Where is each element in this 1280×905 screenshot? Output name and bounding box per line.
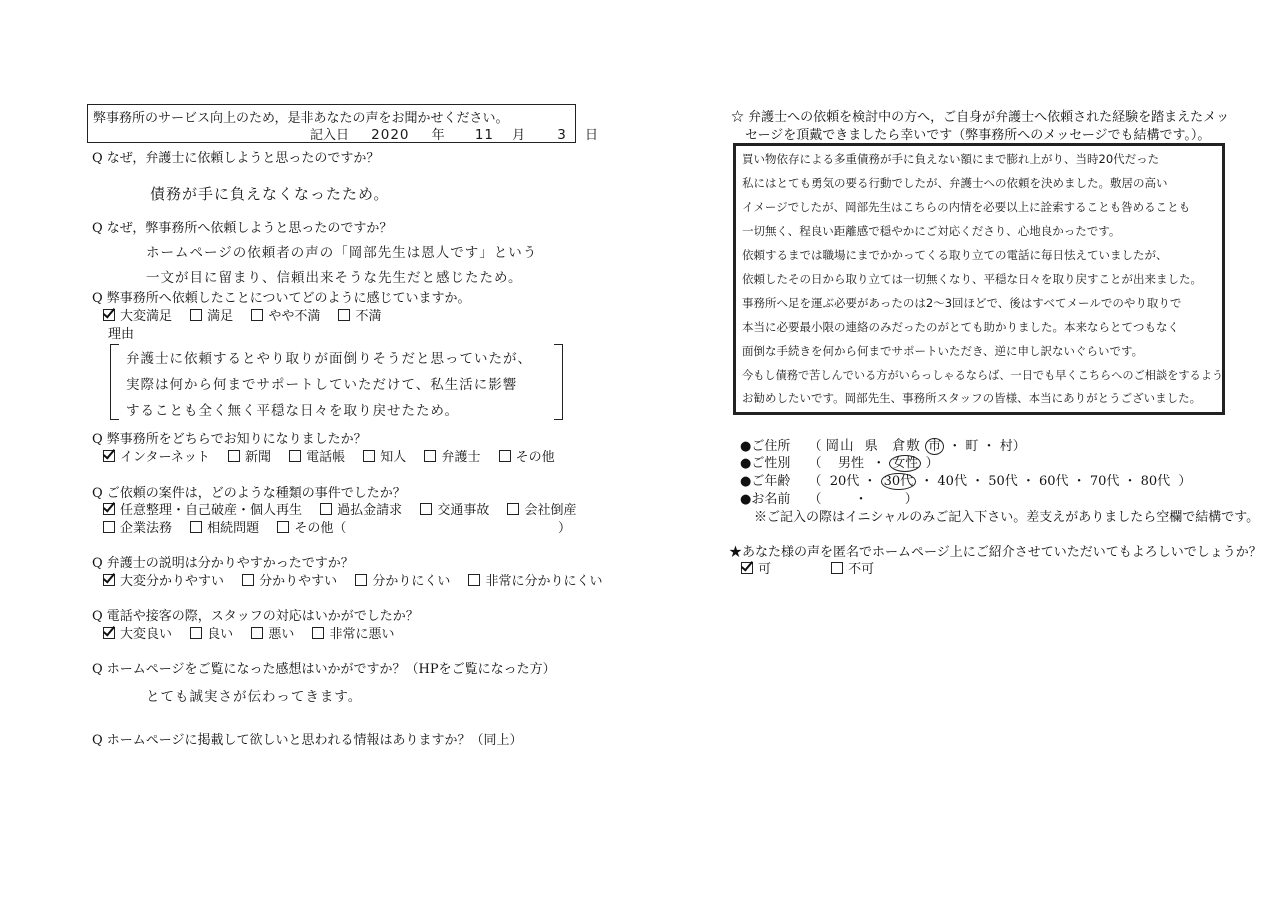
q7-question: Q 電話や接客の際，スタッフの対応はいかがでしたか？ (92, 609, 419, 624)
q7-checkbox-4[interactable] (312, 627, 324, 639)
address-dot-2: ・ (982, 439, 996, 454)
q3-checkbox-2[interactable] (190, 309, 202, 321)
q1-question: Q なぜ，弁護士に依頼しようと思ったのですか？ (92, 151, 380, 166)
age-open: （ 20代 ・ (808, 474, 877, 489)
q4-option-label: 知人 (380, 450, 407, 465)
q4-checkbox-5[interactable] (424, 450, 436, 462)
q6-option-label: 分かりにくい (372, 574, 451, 589)
message-line-5: 依頼するまでは職場にまでかかってくる取り立ての電話に毎日怯えていましたが、 (742, 248, 1168, 262)
q7-option-label: 大変良い (120, 627, 173, 642)
q4-checkbox-1[interactable] (103, 450, 115, 462)
q5-option-label: 企業法務 (120, 521, 173, 536)
message-line-8: 本当に必要最小限の連絡のみだったのがとても助かりました。本来ならとてつもなく (742, 320, 1179, 334)
q4-option-label: インターネット (120, 450, 210, 465)
q5-options-row-1 (103, 499, 590, 518)
q4-question: Q 弊事務所をどちらでお知りになりましたか？ (92, 432, 367, 447)
q6-option-label: 非常に分かりにくい (485, 574, 603, 589)
q6-checkbox-3[interactable] (355, 574, 367, 586)
message-line-6: 依頼したその日から取り立ては一切無くなり、平穏な日々を取り戻すことが出来ました。 (742, 272, 1202, 286)
q4-checkbox-3[interactable] (289, 450, 301, 462)
message-line-7: 事務所へ足を運ぶ必要があったのは2〜3回ほどで、後はすべてメールでのやり取りで (742, 296, 1182, 310)
message-heading-line-2: セージを頂戴できましたら幸いです（弊事務所へのメッセージでも結構です。）。 (745, 128, 1211, 143)
q7-option-label: 良い (207, 627, 234, 642)
q4-option-label: その他 (515, 450, 555, 465)
q6-option-label: 大変分かりやすい (120, 574, 225, 589)
address-row (740, 434, 1026, 454)
q5-checkbox-1[interactable] (103, 503, 115, 515)
q3-option-label: 不満 (355, 309, 382, 324)
date-label: 記入日 (310, 128, 350, 143)
q5-option-label: 過払金請求 (337, 503, 403, 518)
q5-close-paren: ） (558, 521, 572, 536)
q5-option-label: 任意整理・自己破産・個人再生 (120, 503, 303, 518)
q4-checkbox-4[interactable] (363, 450, 375, 462)
age-row (740, 470, 1191, 489)
q7-options (103, 623, 408, 642)
q2-question: Q なぜ，弊事務所へ依頼しようと思ったのですか？ (92, 221, 393, 236)
consent-question: ★あなた様の声を匿名でホームページ上にご紹介させていただいてもよろしいでしょうか？ (729, 545, 1262, 560)
q7-option-label: 悪い (268, 627, 295, 642)
q3-checkbox-4[interactable] (338, 309, 350, 321)
q3-option-label: 満足 (207, 309, 234, 324)
q6-option-label: 分かりやすい (259, 574, 338, 589)
consent-no-checkbox[interactable] (831, 562, 843, 574)
date-row (310, 124, 598, 143)
q5-checkbox-7[interactable] (277, 521, 289, 533)
q6-question: Q 弁護士の説明は分かりやすかったですか？ (92, 556, 354, 571)
q8-question: Q ホームページをご覧になった感想はいかがですか？（HPをご覧になった方） (92, 662, 556, 677)
q6-checkbox-2[interactable] (242, 574, 254, 586)
date-month: 11 (474, 127, 494, 143)
q5-checkbox-2[interactable] (320, 503, 332, 515)
reason-bracket-left (110, 344, 119, 420)
q3-question: Q 弊事務所へ依頼したことについてどのように感じていますか。 (92, 291, 471, 306)
gender-female: 女性 (889, 455, 921, 472)
message-heading-line-1: ☆ 弁護士への依頼を検討中の方へ，ご自身が弁護士へ依頼された経験を踏まえたメッ (731, 110, 1230, 125)
q3-option-label: やや不満 (268, 309, 321, 324)
q4-option-label: 弁護士 (441, 450, 481, 465)
address-machi: 町 (965, 439, 979, 454)
address-city: 倉敷 (891, 438, 921, 454)
info-note: ※ご記入の際はイニシャルのみご記入下さい。差支えがありましたら空欄で結構です。 (754, 510, 1260, 525)
message-line-10: 今もし債務で苦しんでいる方がいらっしゃるならば、一日でも早くこちらへのご相談をするよう (742, 369, 1224, 382)
q8-answer: とても誠実さが伝わってきます。 (146, 689, 363, 705)
q2-answer-line-1: ホームページの依頼者の声の「岡部先生は恩人です」という (146, 245, 538, 261)
q3-reason-label: 理由 (108, 327, 135, 342)
consent-no-label: 不可 (848, 562, 875, 577)
q7-option-label: 非常に悪い (329, 627, 395, 642)
q5-checkbox-3[interactable] (420, 503, 432, 515)
q2-answer-line-2: 一文が目に留まり、信頼出来そうな先生だと感じたため。 (146, 270, 523, 286)
address-shi: 市 (925, 438, 944, 455)
consent-yes-label: 可 (758, 562, 772, 577)
age-rest: ・ 40代 ・ 50代 ・ 60代 ・ 70代 ・ 80代 ） (920, 474, 1192, 489)
q5-option-label: 相続問題 (207, 521, 260, 536)
gender-close: ） (925, 456, 939, 471)
date-day: 3 (557, 127, 567, 143)
q3-checkbox-1[interactable] (103, 309, 115, 321)
q4-checkbox-2[interactable] (228, 450, 240, 462)
message-line-3: イメージでしたが、岡部先生はこちらの内情を必要以上に詮索することも咎めることも (742, 200, 1191, 214)
name-row (740, 488, 918, 507)
q5-options-row-2 (103, 517, 360, 536)
intro-text: 弊事務所のサービス向上のため，是非あなたの声をお聞かせください。 (93, 111, 509, 126)
q7-checkbox-2[interactable] (190, 627, 202, 639)
q3-reason-line-3: することも全く無く平穏な日々を取り戻せたため。 (126, 403, 459, 419)
date-day-unit: 日 (585, 128, 599, 143)
q4-options (103, 446, 569, 465)
message-line-4: 一切無く、程良い距離感で穏やかにご対応くださり、心地良かったです。 (742, 224, 1121, 238)
date-month-unit: 月 (512, 128, 526, 143)
q5-question: Q ご依頼の案件は，どのような種類の事件でしたか？ (92, 486, 406, 501)
q5-option-label: 会社倒産 (524, 503, 577, 518)
age-selected: 30代 (881, 473, 917, 490)
message-line-1: 買い物依存による多重債務が手に負えない額にまで膨れ上がり、当時20代だった (742, 152, 1160, 166)
address-ken: 県 (864, 439, 878, 454)
address-dot-1: ・ (948, 439, 962, 454)
address-label: ●ご住所 (740, 439, 791, 454)
message-line-9: 面倒な手続きを何から何までサポートいただき、逆に申し訳ないぐらいです。 (742, 344, 1144, 358)
q3-reason-line-1: 弁護士に依頼するとやり取りが面倒りそうだと思っていたが、 (126, 351, 532, 367)
q3-options (103, 305, 395, 324)
address-mura: 村） (999, 439, 1026, 454)
date-year: 2020 (371, 127, 410, 143)
address-open: （ (808, 439, 822, 454)
address-prefecture: 岡山 (825, 438, 855, 454)
name-label: ●お名前 (740, 492, 791, 507)
q5-checkbox-5[interactable] (103, 521, 115, 533)
q4-option-label: 新聞 (244, 450, 271, 465)
q5-checkbox-4[interactable] (507, 503, 519, 515)
gender-text: （ 男性 ・ (808, 456, 886, 471)
gender-label: ●ご性別 (740, 456, 791, 471)
q7-checkbox-1[interactable] (103, 627, 115, 639)
q5-option-label: その他（ (294, 521, 347, 536)
q5-checkbox-6[interactable] (190, 521, 202, 533)
q6-options (103, 570, 616, 589)
gender-row (740, 452, 939, 471)
q6-checkbox-4[interactable] (468, 574, 480, 586)
q9-question: Q ホームページに掲載して欲しいと思われる情報はありますか？（同上） (92, 733, 523, 748)
q5-option-label: 交通事故 (437, 503, 490, 518)
q7-checkbox-3[interactable] (251, 627, 263, 639)
date-year-unit: 年 (431, 128, 445, 143)
consent-options (741, 558, 874, 577)
q3-option-label: 大変満足 (120, 309, 173, 324)
q1-answer: 債務が手に負えなくなったため。 (150, 185, 390, 203)
q3-reason-line-2: 実際は何から何までサポートしていただけて、私生活に影響 (126, 377, 518, 393)
message-line-2: 私にはとても勇気の要る行動でしたが、弁護士への依頼を決めました。敷居の高い (742, 176, 1168, 190)
q6-checkbox-1[interactable] (103, 574, 115, 586)
consent-yes-checkbox[interactable] (741, 562, 753, 574)
q3-checkbox-3[interactable] (251, 309, 263, 321)
name-value: （ ・ ） (808, 492, 918, 507)
message-line-11: お勧めしたいです。岡部先生、事務所スタッフの皆様、本当にありがとうございました。 (742, 391, 1202, 405)
q4-option-label: 電話帳 (306, 450, 346, 465)
age-label: ●ご年齢 (740, 474, 791, 489)
reason-bracket-right (554, 344, 563, 420)
q4-checkbox-6[interactable] (499, 450, 511, 462)
